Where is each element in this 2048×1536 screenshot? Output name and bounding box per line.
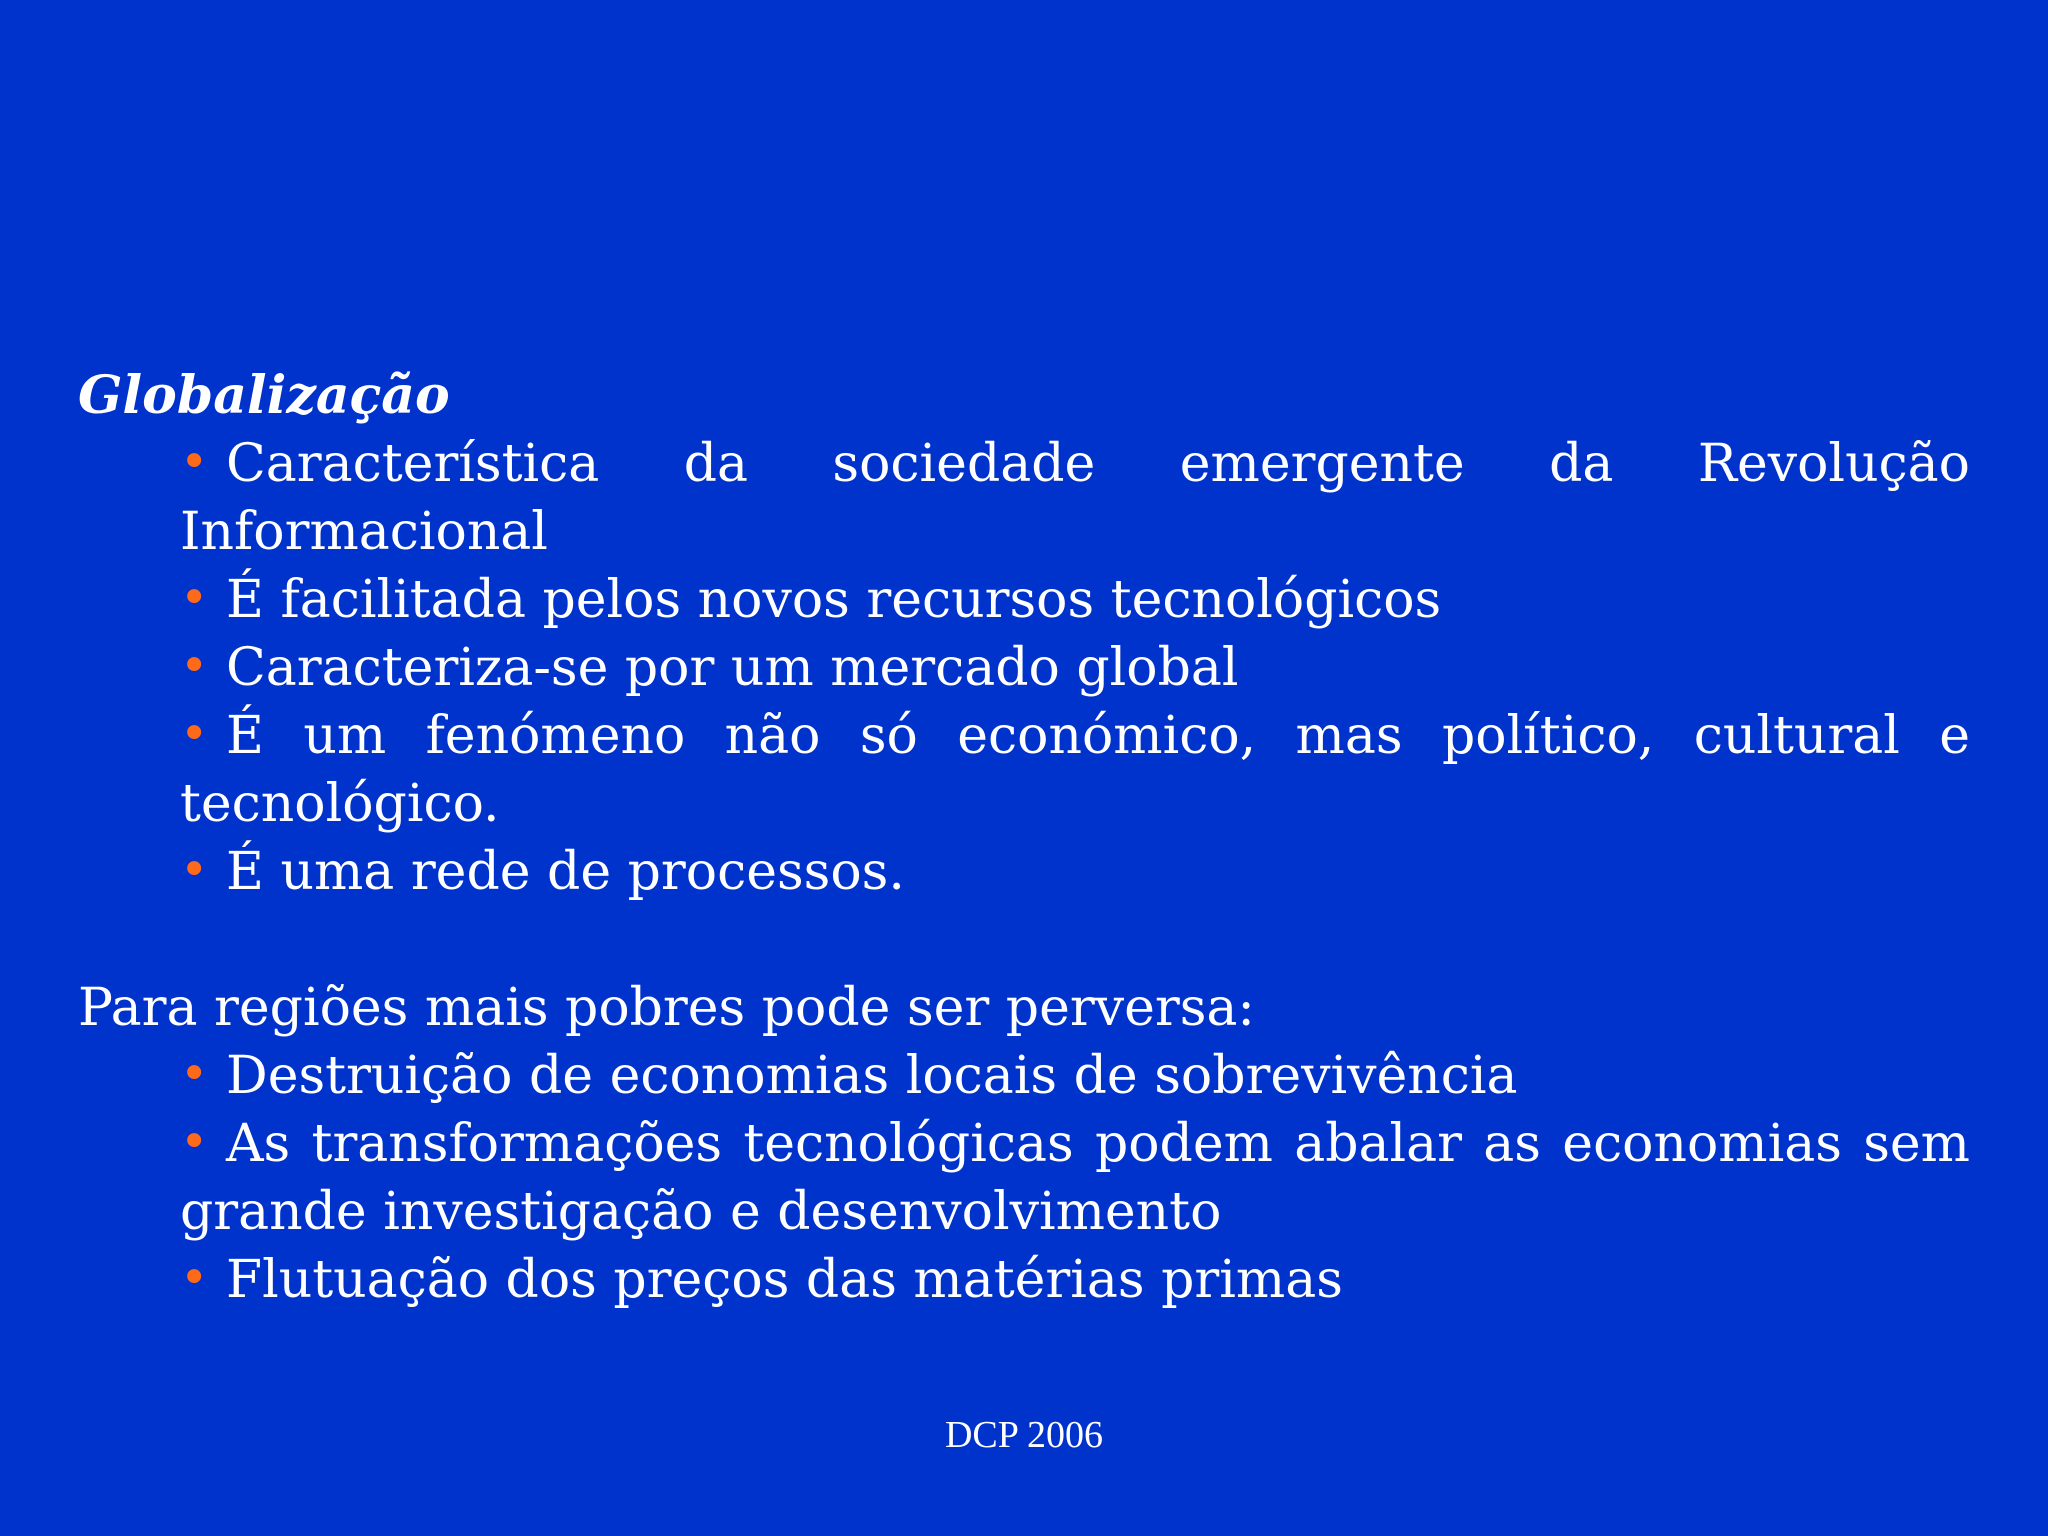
list-item-text: As transformações tecnológicas podem abalar as economias sem grande investigação e desenvolvimento xyxy=(180,1114,1970,1242)
list-item-text: É um fenómeno não só económico, mas político, cultural e tecnológico. xyxy=(180,706,1970,834)
section-heading-regioes-pobres: Para regiões mais pobres pode ser perversa: xyxy=(78,978,1255,1038)
list-item-text: Característica da sociedade emergente da Revolução Informacional xyxy=(180,434,1970,562)
bullet-icon: • xyxy=(180,842,209,898)
list-item xyxy=(180,634,1970,702)
list-item xyxy=(180,702,1970,838)
bullet-icon: • xyxy=(180,706,209,762)
list-item xyxy=(180,1246,1970,1314)
list-item xyxy=(180,1110,1970,1246)
list-item-text: Destruição de economias locais de sobrevivência xyxy=(226,1046,1518,1106)
section-spacer xyxy=(78,906,1970,974)
bullet-icon: • xyxy=(180,570,209,626)
section-heading-globalizacao: Globalização xyxy=(78,365,450,426)
list-item-text: É uma rede de processos. xyxy=(226,842,905,902)
bullet-icon: • xyxy=(180,638,209,694)
list-item-text: Caracteriza-se por um mercado global xyxy=(226,638,1239,698)
bullet-icon: • xyxy=(180,434,209,490)
list-item-text: Flutuação dos preços das matérias primas xyxy=(226,1250,1343,1310)
bullet-icon: • xyxy=(180,1114,209,1170)
slide-footer: DCP 2006 xyxy=(944,1414,1103,1456)
regioes-pobres-bullet-list xyxy=(78,1042,1970,1314)
globalizacao-bullet-list xyxy=(78,430,1970,906)
list-item xyxy=(180,838,1970,906)
list-item xyxy=(180,430,1970,566)
slide-content xyxy=(78,362,1970,1314)
bullet-icon: • xyxy=(180,1250,209,1306)
list-item xyxy=(180,566,1970,634)
bullet-icon: • xyxy=(180,1046,209,1102)
list-item-text: É facilitada pelos novos recursos tecnológicos xyxy=(226,570,1442,630)
list-item xyxy=(180,1042,1970,1110)
